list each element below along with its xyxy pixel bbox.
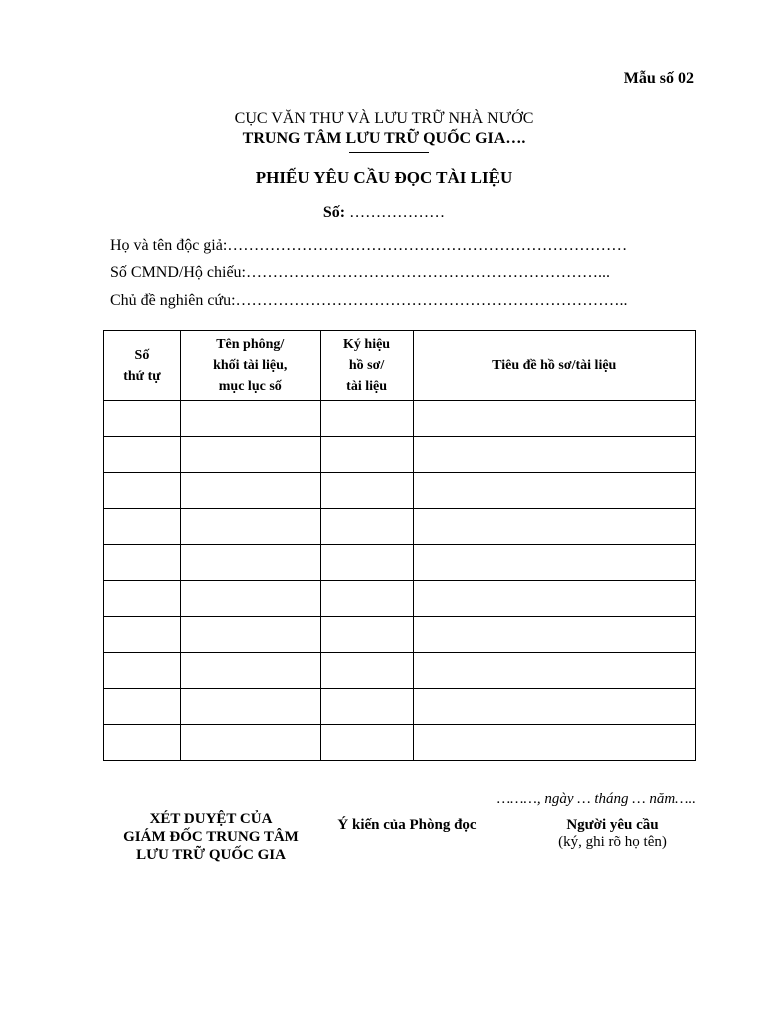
reading-room-opinion: Ý kiến của Phòng đọc — [337, 817, 477, 833]
table-row — [104, 689, 696, 725]
table-row — [104, 725, 696, 761]
form-number-value: ……………… — [345, 204, 446, 221]
table-header-row — [104, 331, 696, 401]
table-row — [104, 545, 696, 581]
director-approval: XÉT DUYỆT CỦA GIÁM ĐỐC TRUNG TÂM LƯU TRỮ QUỐC GIA — [123, 811, 299, 863]
table-row — [104, 509, 696, 545]
table-row — [104, 581, 696, 617]
table-row — [104, 653, 696, 689]
research-topic-field: Chủ đề nghiên cứu:……………………………………………………………….. — [110, 292, 628, 309]
agency-name: CỤC VĂN THƯ VÀ LƯU TRỮ NHÀ NƯỚC — [234, 110, 534, 127]
col-header-record-code: Ký hiệu hồ sơ/ tài liệu — [320, 331, 413, 401]
table-row — [104, 437, 696, 473]
requester-signature — [530, 817, 695, 851]
form-title: PHIẾU YÊU CẦU ĐỌC TÀI LIỆU — [255, 168, 513, 187]
center-name: TRUNG TÂM LƯU TRỮ QUỐC GIA…. — [242, 130, 526, 147]
date-line: ………, ngày … tháng … năm….. — [496, 791, 696, 807]
header-divider — [349, 152, 429, 153]
form-code: Mẫu số 02 — [623, 70, 694, 87]
reader-name-field: Họ và tên độc giả:………………………………………………………………… — [110, 237, 628, 254]
table-row — [104, 473, 696, 509]
form-number — [0, 204, 768, 222]
requester-label: Người yêu cầu — [566, 817, 659, 833]
table-row — [104, 617, 696, 653]
form-number-label: Số: — [322, 204, 346, 221]
requester-hint: (ký, ghi rõ họ tên) — [558, 834, 667, 850]
col-header-fonds: Tên phông/ khối tài liệu, mục lục số — [180, 331, 320, 401]
table-row — [104, 401, 696, 437]
id-passport-field: Số CMND/Hộ chiếu:…………………………………………………………... — [110, 264, 610, 281]
col-header-title: Tiêu đề hồ sơ/tài liệu — [413, 331, 696, 401]
col-header-order: Số thứ tự — [104, 331, 181, 401]
request-table — [103, 330, 696, 761]
